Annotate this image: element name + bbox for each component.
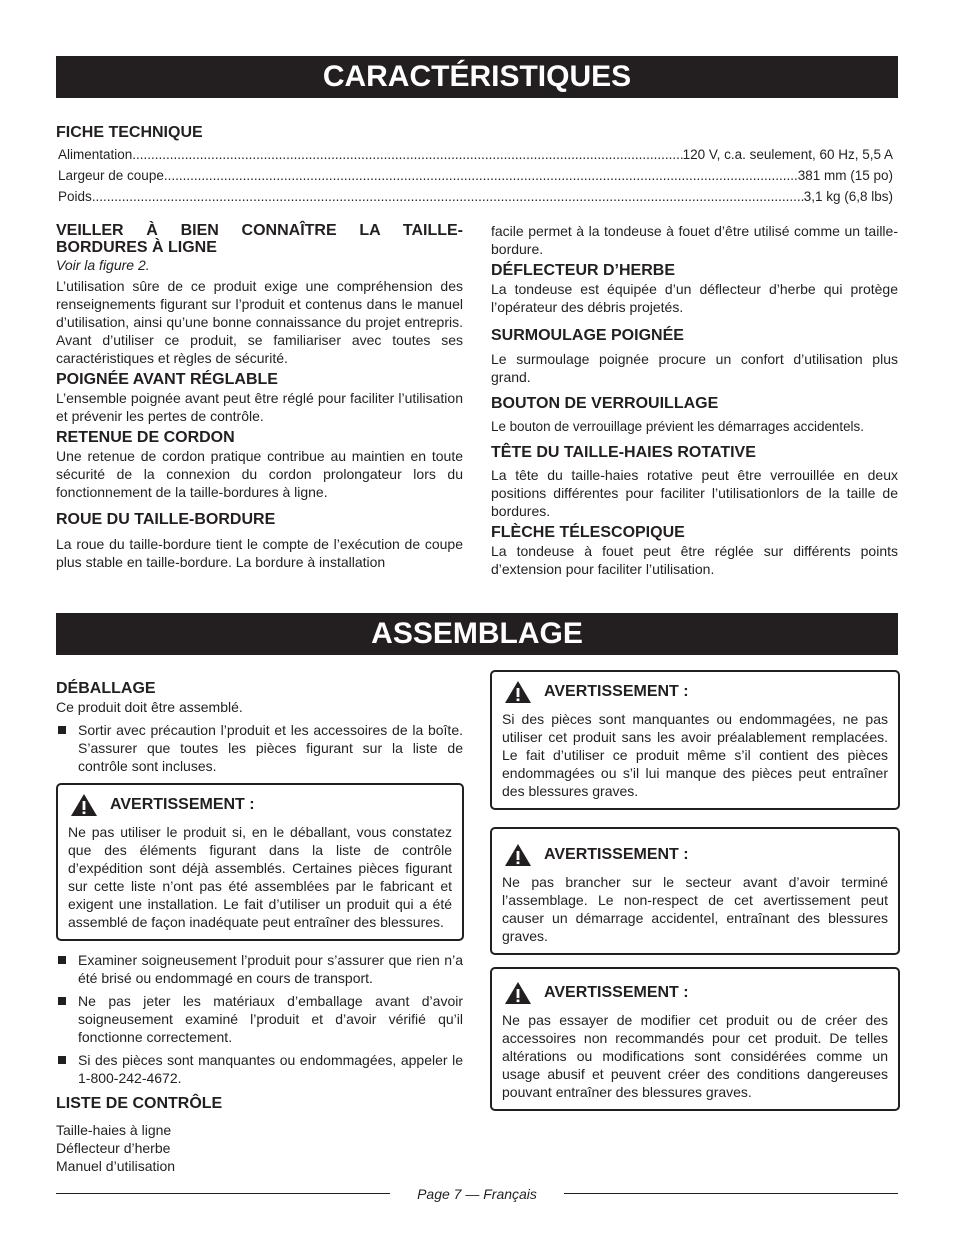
features-left-column: [56, 222, 463, 571]
warning-box: [490, 827, 900, 955]
spec-label: Alimentation: [58, 147, 133, 162]
spec-value: 3,1 kg (6,8 lbs): [803, 189, 893, 204]
spec-label: Poids: [58, 189, 92, 204]
warning-triangle-icon: [504, 680, 532, 704]
deballage-title: DÉBALLAGE: [56, 680, 156, 697]
section-text: facile permet à la tondeuse à fouet d’être utilisé comme un taille-bordure.: [491, 223, 898, 257]
warning-triangle-icon: [504, 843, 532, 867]
assemblage-banner: ASSEMBLAGE: [56, 613, 898, 655]
section-text: L’ensemble poignée avant peut être réglé pour faciliter l’utilisation et prévenir les pertes de contrôle.: [56, 390, 463, 424]
section-text: Une retenue de cordon pratique contribue au maintien en toute sécurité de la connexion du cordon prolongateur lors du fonctionnement de la taille-bordures à ligne.: [56, 448, 463, 500]
bullet-item: Sortir avec précaution l’produit et les accessoires de la boîte. S’assurer que toutes les pièces figurant sur la liste de contrôle sont incluses.: [56, 721, 463, 775]
warning-text: Ne pas brancher sur le secteur avant d’avoir terminé l’assemblage. Le non-respect de cet avertissement peut causer un démarrage accidentel, entraînant des blessures graves.: [502, 874, 888, 944]
section-text: La tête du taille-haies rotative peut être verrouillée en deux positions différentes pour faciliter l’utilisationlors de la taille de bordures.: [491, 467, 898, 519]
section-title: SURMOULAGE POIGNÉE: [491, 327, 684, 344]
section-text: La roue du taille-bordure tient le compte de l’exécution de coupe plus stable en taille-bordure. La bordure à installation: [56, 536, 463, 570]
deballage-text: Ce produit doit être assemblé.: [56, 699, 243, 715]
section-title: DÉFLECTEUR D’HERBE: [491, 262, 676, 279]
section-title: RETENUE DE CORDON: [56, 429, 235, 446]
warning-text: Ne pas essayer de modifier cet produit ou de créer des accessoires non recommandés pour cet produit. De telles altérations ou modifications sont considérées comme un usage abusif et peuvent créer des conditions dangereuses pouvant entraîner des blessures graves.: [502, 1012, 888, 1100]
section-text: La tondeuse est équipée d’un déflecteur d’herbe qui protège l’opérateur des débris projetés.: [491, 281, 898, 315]
spec-value: 381 mm (15 po): [797, 168, 893, 183]
bullet-square-icon: [58, 997, 66, 1005]
section-text: Le surmoulage poignée procure un confort d’utilisation plus grand.: [491, 351, 898, 385]
bullet-item: Si des pièces sont manquantes ou endommagées, appeler le 1-800-242-4672.: [56, 1051, 463, 1087]
footer-rule: [564, 1193, 898, 1194]
figure-note: Voir la figure 2.: [56, 257, 150, 273]
section-text: L’utilisation sûre de ce produit exige une compréhension des renseignements figurant sur l’produit et contenus dans le manuel d’utilisation, ainsi qu’une bonne connaissance du projet entrepris. Avant d’utiliser ce produit, se familiariser avec toutes ses caractéristiques et règles de sécurité.: [56, 278, 463, 366]
section-text: Le bouton de verrouillage prévient les démarrages accidentels.: [491, 419, 864, 434]
section-title: FLÈCHE TÉLESCOPIQUE: [491, 524, 685, 541]
warning-triangle-icon: [70, 793, 98, 817]
section-text: La tondeuse à fouet peut être réglée sur différents points d’extension pour faciliter l’utilisation.: [491, 543, 898, 577]
warning-text: Ne pas utiliser le produit si, en le déballant, vous constatez que des éléments figurant dans la liste de contrôle d’expédition sont déjà assemblés. Certaines pièces figurant sur cette liste n’ont pas été assemblées par le fabricant et exigent une installation. Le fait d’utiliser un produit qui a été assemblé de façon inadéquate peut entraîner des blessures.: [68, 824, 452, 930]
section-title: POIGNÉE AVANT RÉGLABLE: [56, 371, 278, 388]
section-title: BOUTON DE VERROUILLAGE: [491, 395, 719, 412]
fiche-technique: [56, 124, 898, 207]
features-right-column: [491, 222, 898, 578]
liste-item: Manuel d’utilisation: [56, 1158, 176, 1174]
warning-box: [56, 783, 464, 941]
section-title: ROUE DU TAILLE-BORDURE: [56, 511, 276, 528]
liste-item: Déflecteur d’herbe: [56, 1140, 171, 1156]
spec-row: [56, 186, 898, 207]
assemblage-left-column: [56, 680, 463, 1175]
warning-box: [490, 967, 900, 1111]
bullet-square-icon: [58, 1056, 66, 1064]
section-title: TÊTE DU TAILLE-HAIES ROTATIVE: [491, 444, 756, 461]
assemblage-right-column: [490, 670, 900, 1111]
liste-item: Taille-haies à ligne: [56, 1122, 172, 1138]
bullet-item: Ne pas jeter les matériaux d’emballage avant d’avoir soigneusement examiné l’produit et d’avoir vérifié qu’il fonctionne correctement.: [56, 992, 463, 1046]
caracteristiques-banner: CARACTÉRISTIQUES: [56, 56, 898, 98]
liste-title: LISTE DE CONTRÔLE: [56, 1095, 223, 1112]
spec-value: 120 V, c.a. seulement, 60 Hz, 5,5 A: [682, 147, 893, 162]
spec-row: [56, 144, 898, 165]
warning-title: AVERTISSEMENT :: [110, 796, 255, 813]
warning-title: AVERTISSEMENT :: [544, 846, 689, 863]
page-number: Page 7 — Français: [417, 1186, 537, 1202]
spec-row: [56, 165, 898, 186]
fiche-technique-title: FICHE TECHNIQUE: [56, 124, 203, 141]
warning-text: Si des pièces sont manquantes ou endommagées, ne pas utiliser cet produit sans les avoir préalablement remplacées. Le fait d’utiliser ce produit même s’il contient des pièces endommagées ou s’il lui manque des pièces peut entraîner des blessures graves.: [502, 711, 888, 799]
page-footer: [56, 1185, 898, 1203]
section-title: VEILLER À BIEN CONNAÎTRE LA TAILLE-BORDURES À LIGNE: [56, 222, 463, 256]
warning-title: AVERTISSEMENT :: [544, 683, 689, 700]
bullet-square-icon: [58, 726, 66, 734]
warning-box: [490, 670, 900, 810]
warning-title: AVERTISSEMENT :: [544, 984, 689, 1001]
spec-label: Largeur de coupe: [58, 168, 164, 183]
warning-triangle-icon: [504, 981, 532, 1005]
bullet-item: Examiner soigneusement l’produit pour s’assurer que rien n’a été brisé ou endommagé en cours de transport.: [56, 951, 463, 987]
bullet-square-icon: [58, 956, 66, 964]
